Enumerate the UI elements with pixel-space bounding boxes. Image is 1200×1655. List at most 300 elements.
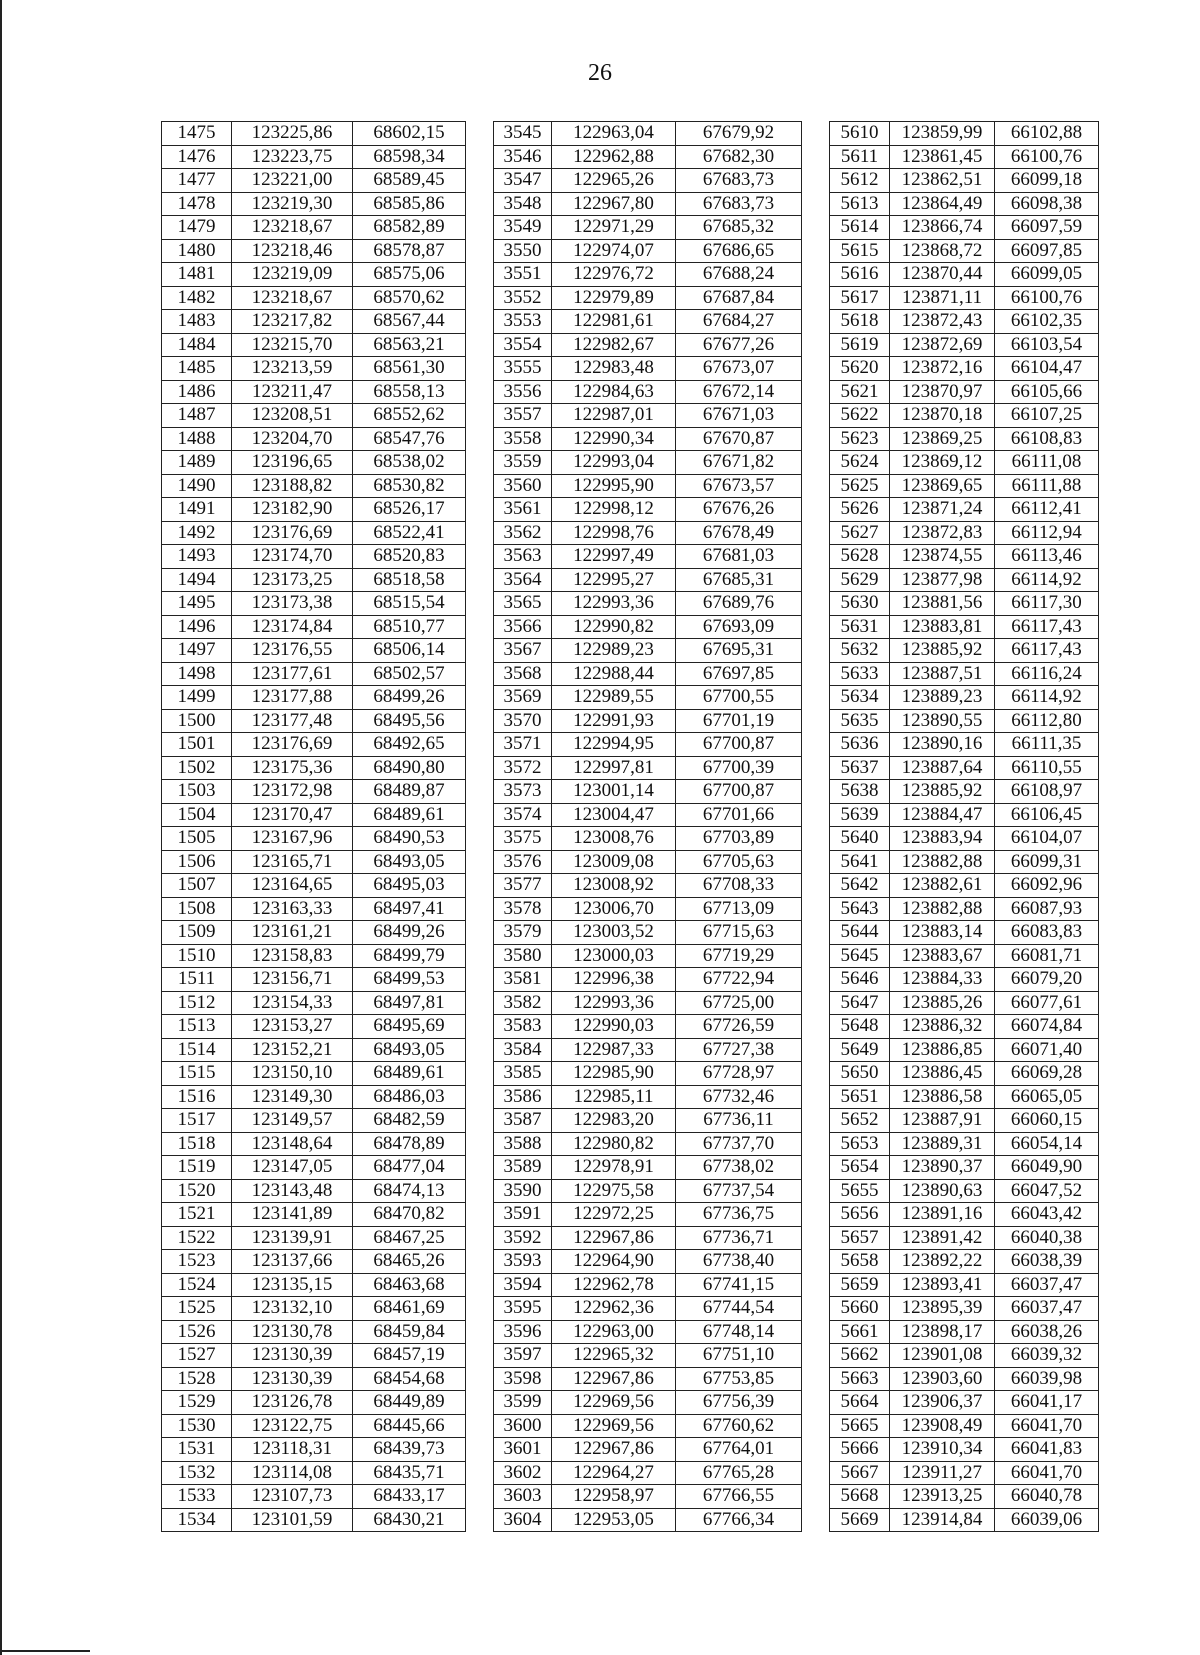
cell-point-number: 1511 [162,968,232,992]
column-gap [802,1344,830,1368]
cell-y-coordinate: 66074,84 [995,1015,1099,1039]
cell-x-coordinate: 123208,51 [232,404,353,428]
column-gap [802,545,830,569]
cell-x-coordinate: 122985,11 [552,1085,676,1109]
cell-point-number: 3571 [494,733,552,757]
column-gap [802,756,830,780]
column-gap [466,592,494,616]
cell-y-coordinate: 68563,21 [353,333,466,357]
cell-x-coordinate: 123903,60 [890,1367,995,1391]
cell-x-coordinate: 123176,55 [232,639,353,663]
cell-x-coordinate: 123882,88 [890,897,995,921]
table-row [162,874,1099,898]
column-gap [466,1203,494,1227]
column-gap [802,850,830,874]
column-gap [466,1085,494,1109]
column-gap [802,991,830,1015]
cell-point-number: 5643 [830,897,890,921]
cell-point-number: 3589 [494,1156,552,1180]
column-gap [466,1132,494,1156]
table-row [162,686,1099,710]
cell-y-coordinate: 68467,25 [353,1226,466,1250]
cell-x-coordinate: 123149,57 [232,1109,353,1133]
cell-point-number: 3550 [494,239,552,263]
cell-x-coordinate: 123156,71 [232,968,353,992]
table-row [162,662,1099,686]
cell-y-coordinate: 66087,93 [995,897,1099,921]
cell-x-coordinate: 122991,93 [552,709,676,733]
cell-y-coordinate: 68582,89 [353,216,466,240]
cell-y-coordinate: 66117,43 [995,615,1099,639]
column-gap [466,874,494,898]
cell-x-coordinate: 122995,27 [552,568,676,592]
cell-y-coordinate: 68433,17 [353,1485,466,1509]
cell-point-number: 1475 [162,122,232,146]
cell-y-coordinate: 66108,83 [995,427,1099,451]
cell-y-coordinate: 68457,19 [353,1344,466,1368]
column-gap [802,498,830,522]
column-gap [802,1156,830,1180]
column-gap [802,874,830,898]
cell-point-number: 5626 [830,498,890,522]
cell-y-coordinate: 67683,73 [676,192,802,216]
column-gap [802,521,830,545]
cell-x-coordinate: 123913,25 [890,1485,995,1509]
column-gap [466,1250,494,1274]
cell-point-number: 3556 [494,380,552,404]
cell-x-coordinate: 123135,15 [232,1273,353,1297]
cell-y-coordinate: 68465,26 [353,1250,466,1274]
cell-y-coordinate: 66049,90 [995,1156,1099,1180]
cell-x-coordinate: 122953,05 [552,1508,676,1532]
column-gap [466,427,494,451]
cell-point-number: 1479 [162,216,232,240]
cell-point-number: 3575 [494,827,552,851]
cell-y-coordinate: 66100,76 [995,145,1099,169]
cell-point-number: 3577 [494,874,552,898]
column-gap [466,1320,494,1344]
cell-point-number: 5651 [830,1085,890,1109]
cell-y-coordinate: 68526,17 [353,498,466,522]
column-gap [466,1273,494,1297]
cell-point-number: 5625 [830,474,890,498]
cell-x-coordinate: 122998,76 [552,521,676,545]
cell-point-number: 1476 [162,145,232,169]
cell-x-coordinate: 123217,82 [232,310,353,334]
cell-x-coordinate: 123177,61 [232,662,353,686]
cell-x-coordinate: 123887,51 [890,662,995,686]
column-gap [466,192,494,216]
table-row [162,545,1099,569]
cell-y-coordinate: 66102,88 [995,122,1099,146]
table-row [162,1414,1099,1438]
cell-x-coordinate: 123889,31 [890,1132,995,1156]
cell-point-number: 5650 [830,1062,890,1086]
cell-x-coordinate: 122963,04 [552,122,676,146]
cell-point-number: 5667 [830,1461,890,1485]
cell-y-coordinate: 68463,68 [353,1273,466,1297]
cell-point-number: 1527 [162,1344,232,1368]
column-gap [802,1109,830,1133]
cell-x-coordinate: 123182,90 [232,498,353,522]
cell-point-number: 1494 [162,568,232,592]
cell-point-number: 3599 [494,1391,552,1415]
table-row [162,921,1099,945]
cell-y-coordinate: 67671,82 [676,451,802,475]
cell-x-coordinate: 123861,45 [890,145,995,169]
column-gap [466,615,494,639]
cell-y-coordinate: 68497,81 [353,991,466,1015]
column-gap [802,1320,830,1344]
table-row [162,1038,1099,1062]
cell-x-coordinate: 123008,92 [552,874,676,898]
cell-y-coordinate: 66041,83 [995,1438,1099,1462]
column-gap [802,733,830,757]
cell-x-coordinate: 122969,56 [552,1391,676,1415]
cell-point-number: 5654 [830,1156,890,1180]
cell-x-coordinate: 123872,16 [890,357,995,381]
cell-y-coordinate: 68499,26 [353,686,466,710]
cell-point-number: 5614 [830,216,890,240]
cell-x-coordinate: 122975,58 [552,1179,676,1203]
cell-point-number: 5668 [830,1485,890,1509]
cell-x-coordinate: 122984,63 [552,380,676,404]
column-gap [466,1461,494,1485]
cell-point-number: 5649 [830,1038,890,1062]
cell-point-number: 3552 [494,286,552,310]
cell-y-coordinate: 68470,82 [353,1203,466,1227]
cell-point-number: 1534 [162,1508,232,1532]
cell-x-coordinate: 123130,78 [232,1320,353,1344]
cell-x-coordinate: 122967,86 [552,1226,676,1250]
page-number: 26 [588,60,612,86]
cell-x-coordinate: 122993,36 [552,592,676,616]
cell-y-coordinate: 67744,54 [676,1297,802,1321]
cell-y-coordinate: 66102,35 [995,310,1099,334]
cell-point-number: 3545 [494,122,552,146]
column-gap [466,122,494,146]
cell-y-coordinate: 66099,05 [995,263,1099,287]
cell-y-coordinate: 67700,87 [676,733,802,757]
cell-y-coordinate: 66108,97 [995,780,1099,804]
column-gap [466,1297,494,1321]
cell-x-coordinate: 123898,17 [890,1320,995,1344]
cell-point-number: 5662 [830,1344,890,1368]
cell-y-coordinate: 66092,96 [995,874,1099,898]
table-row [162,474,1099,498]
cell-point-number: 3604 [494,1508,552,1532]
cell-y-coordinate: 68493,05 [353,1038,466,1062]
cell-x-coordinate: 123175,36 [232,756,353,780]
cell-point-number: 5612 [830,169,890,193]
cell-x-coordinate: 122967,80 [552,192,676,216]
cell-x-coordinate: 123890,16 [890,733,995,757]
column-gap [466,991,494,1015]
cell-y-coordinate: 68602,15 [353,122,466,146]
cell-x-coordinate: 123884,33 [890,968,995,992]
column-gap [802,286,830,310]
cell-x-coordinate: 123883,81 [890,615,995,639]
column-gap [802,568,830,592]
cell-point-number: 1516 [162,1085,232,1109]
column-gap [802,263,830,287]
cell-x-coordinate: 123000,03 [552,944,676,968]
cell-point-number: 1513 [162,1015,232,1039]
cell-point-number: 3598 [494,1367,552,1391]
cell-y-coordinate: 68506,14 [353,639,466,663]
column-gap [802,1085,830,1109]
table-row [162,1132,1099,1156]
column-gap [466,1226,494,1250]
cell-x-coordinate: 123211,47 [232,380,353,404]
column-gap [802,451,830,475]
cell-point-number: 3551 [494,263,552,287]
cell-point-number: 1496 [162,615,232,639]
column-gap [466,169,494,193]
cell-point-number: 3546 [494,145,552,169]
cell-point-number: 5665 [830,1414,890,1438]
cell-point-number: 1519 [162,1156,232,1180]
column-gap [802,1438,830,1462]
column-gap [802,709,830,733]
cell-x-coordinate: 123177,48 [232,709,353,733]
cell-y-coordinate: 67756,39 [676,1391,802,1415]
cell-point-number: 1477 [162,169,232,193]
column-gap [802,968,830,992]
cell-y-coordinate: 66097,85 [995,239,1099,263]
cell-point-number: 5623 [830,427,890,451]
cell-x-coordinate: 122990,03 [552,1015,676,1039]
column-gap [466,333,494,357]
cell-y-coordinate: 67689,76 [676,592,802,616]
cell-y-coordinate: 66037,47 [995,1273,1099,1297]
cell-y-coordinate: 67701,66 [676,803,802,827]
coordinates-table [161,121,1099,1532]
column-gap [466,239,494,263]
cell-point-number: 1526 [162,1320,232,1344]
cell-point-number: 1487 [162,404,232,428]
cell-point-number: 5656 [830,1203,890,1227]
cell-point-number: 1490 [162,474,232,498]
cell-point-number: 3555 [494,357,552,381]
cell-y-coordinate: 66111,35 [995,733,1099,757]
cell-x-coordinate: 123173,38 [232,592,353,616]
cell-y-coordinate: 68499,79 [353,944,466,968]
cell-y-coordinate: 68490,80 [353,756,466,780]
cell-y-coordinate: 66104,47 [995,357,1099,381]
column-gap [466,498,494,522]
cell-point-number: 5655 [830,1179,890,1203]
cell-point-number: 3601 [494,1438,552,1462]
cell-y-coordinate: 67760,62 [676,1414,802,1438]
cell-x-coordinate: 123887,91 [890,1109,995,1133]
cell-point-number: 1482 [162,286,232,310]
cell-point-number: 5637 [830,756,890,780]
column-gap [802,1508,830,1532]
cell-y-coordinate: 66037,47 [995,1297,1099,1321]
column-gap [466,216,494,240]
column-gap [802,333,830,357]
cell-point-number: 1504 [162,803,232,827]
cell-y-coordinate: 66100,76 [995,286,1099,310]
cell-y-coordinate: 67681,03 [676,545,802,569]
cell-point-number: 5640 [830,827,890,851]
cell-y-coordinate: 67700,55 [676,686,802,710]
cell-x-coordinate: 123174,84 [232,615,353,639]
cell-x-coordinate: 123889,23 [890,686,995,710]
cell-y-coordinate: 68459,84 [353,1320,466,1344]
cell-point-number: 3592 [494,1226,552,1250]
cell-x-coordinate: 123859,99 [890,122,995,146]
cell-x-coordinate: 123188,82 [232,474,353,498]
cell-point-number: 1521 [162,1203,232,1227]
column-gap [466,1015,494,1039]
cell-y-coordinate: 67679,92 [676,122,802,146]
column-gap [802,1414,830,1438]
cell-y-coordinate: 68518,58 [353,568,466,592]
cell-x-coordinate: 123870,18 [890,404,995,428]
cell-x-coordinate: 123893,41 [890,1273,995,1297]
cell-x-coordinate: 122998,12 [552,498,676,522]
cell-x-coordinate: 123868,72 [890,239,995,263]
cell-x-coordinate: 123883,14 [890,921,995,945]
cell-point-number: 5644 [830,921,890,945]
cell-point-number: 3549 [494,216,552,240]
column-gap [466,1062,494,1086]
cell-x-coordinate: 123161,21 [232,921,353,945]
cell-x-coordinate: 122967,86 [552,1367,676,1391]
cell-point-number: 1508 [162,897,232,921]
cell-point-number: 1524 [162,1273,232,1297]
table-row [162,968,1099,992]
cell-point-number: 5611 [830,145,890,169]
cell-point-number: 5620 [830,357,890,381]
cell-y-coordinate: 66114,92 [995,686,1099,710]
cell-point-number: 3578 [494,897,552,921]
column-gap [466,1485,494,1509]
cell-x-coordinate: 123866,74 [890,216,995,240]
cell-x-coordinate: 123149,30 [232,1085,353,1109]
cell-x-coordinate: 122989,55 [552,686,676,710]
cell-x-coordinate: 122958,97 [552,1485,676,1509]
cell-y-coordinate: 68499,53 [353,968,466,992]
table-row [162,615,1099,639]
cell-y-coordinate: 67703,89 [676,827,802,851]
cell-y-coordinate: 66112,80 [995,709,1099,733]
cell-y-coordinate: 67705,63 [676,850,802,874]
cell-y-coordinate: 66038,39 [995,1250,1099,1274]
cell-point-number: 5624 [830,451,890,475]
cell-y-coordinate: 67683,73 [676,169,802,193]
cell-x-coordinate: 122987,33 [552,1038,676,1062]
cell-y-coordinate: 67682,30 [676,145,802,169]
cell-point-number: 3603 [494,1485,552,1509]
cell-point-number: 1489 [162,451,232,475]
cell-x-coordinate: 123872,69 [890,333,995,357]
table-row [162,286,1099,310]
page-left-edge-rule [0,0,2,1655]
cell-x-coordinate: 122990,82 [552,615,676,639]
cell-point-number: 1478 [162,192,232,216]
cell-x-coordinate: 122983,20 [552,1109,676,1133]
cell-point-number: 1503 [162,780,232,804]
cell-point-number: 3591 [494,1203,552,1227]
cell-x-coordinate: 123147,05 [232,1156,353,1180]
cell-point-number: 1500 [162,709,232,733]
cell-y-coordinate: 67764,01 [676,1438,802,1462]
cell-x-coordinate: 122994,95 [552,733,676,757]
column-gap [802,1485,830,1509]
cell-point-number: 1512 [162,991,232,1015]
cell-point-number: 3564 [494,568,552,592]
cell-y-coordinate: 67728,97 [676,1062,802,1086]
cell-point-number: 3590 [494,1179,552,1203]
table-row [162,1391,1099,1415]
column-gap [802,827,830,851]
column-gap [802,427,830,451]
column-gap [466,827,494,851]
cell-x-coordinate: 123908,49 [890,1414,995,1438]
cell-point-number: 5618 [830,310,890,334]
column-gap [466,709,494,733]
table-row [162,1273,1099,1297]
cell-x-coordinate: 123882,61 [890,874,995,898]
table-row [162,780,1099,804]
cell-point-number: 1510 [162,944,232,968]
cell-x-coordinate: 123872,43 [890,310,995,334]
cell-y-coordinate: 66054,14 [995,1132,1099,1156]
cell-point-number: 1480 [162,239,232,263]
cell-x-coordinate: 123165,71 [232,850,353,874]
cell-point-number: 3561 [494,498,552,522]
cell-y-coordinate: 68461,69 [353,1297,466,1321]
cell-x-coordinate: 123163,33 [232,897,353,921]
cell-point-number: 1509 [162,921,232,945]
cell-y-coordinate: 67697,85 [676,662,802,686]
cell-x-coordinate: 123177,88 [232,686,353,710]
cell-y-coordinate: 67765,28 [676,1461,802,1485]
cell-y-coordinate: 68547,76 [353,427,466,451]
column-gap [466,944,494,968]
cell-y-coordinate: 67732,46 [676,1085,802,1109]
cell-point-number: 3570 [494,709,552,733]
cell-point-number: 5645 [830,944,890,968]
cell-y-coordinate: 67736,11 [676,1109,802,1133]
column-gap [466,357,494,381]
cell-point-number: 3557 [494,404,552,428]
cell-x-coordinate: 122976,72 [552,263,676,287]
cell-y-coordinate: 67741,15 [676,1273,802,1297]
cell-x-coordinate: 123225,86 [232,122,353,146]
cell-y-coordinate: 66098,38 [995,192,1099,216]
cell-point-number: 5629 [830,568,890,592]
cell-y-coordinate: 67672,14 [676,380,802,404]
cell-point-number: 1515 [162,1062,232,1086]
cell-x-coordinate: 123118,31 [232,1438,353,1462]
cell-x-coordinate: 123872,83 [890,521,995,545]
cell-y-coordinate: 66040,38 [995,1226,1099,1250]
cell-point-number: 3573 [494,780,552,804]
cell-x-coordinate: 123174,70 [232,545,353,569]
cell-y-coordinate: 67748,14 [676,1320,802,1344]
cell-y-coordinate: 66099,31 [995,850,1099,874]
cell-x-coordinate: 123153,27 [232,1015,353,1039]
cell-y-coordinate: 68567,44 [353,310,466,334]
cell-point-number: 3576 [494,850,552,874]
cell-y-coordinate: 66103,54 [995,333,1099,357]
cell-x-coordinate: 123864,49 [890,192,995,216]
cell-x-coordinate: 122962,88 [552,145,676,169]
